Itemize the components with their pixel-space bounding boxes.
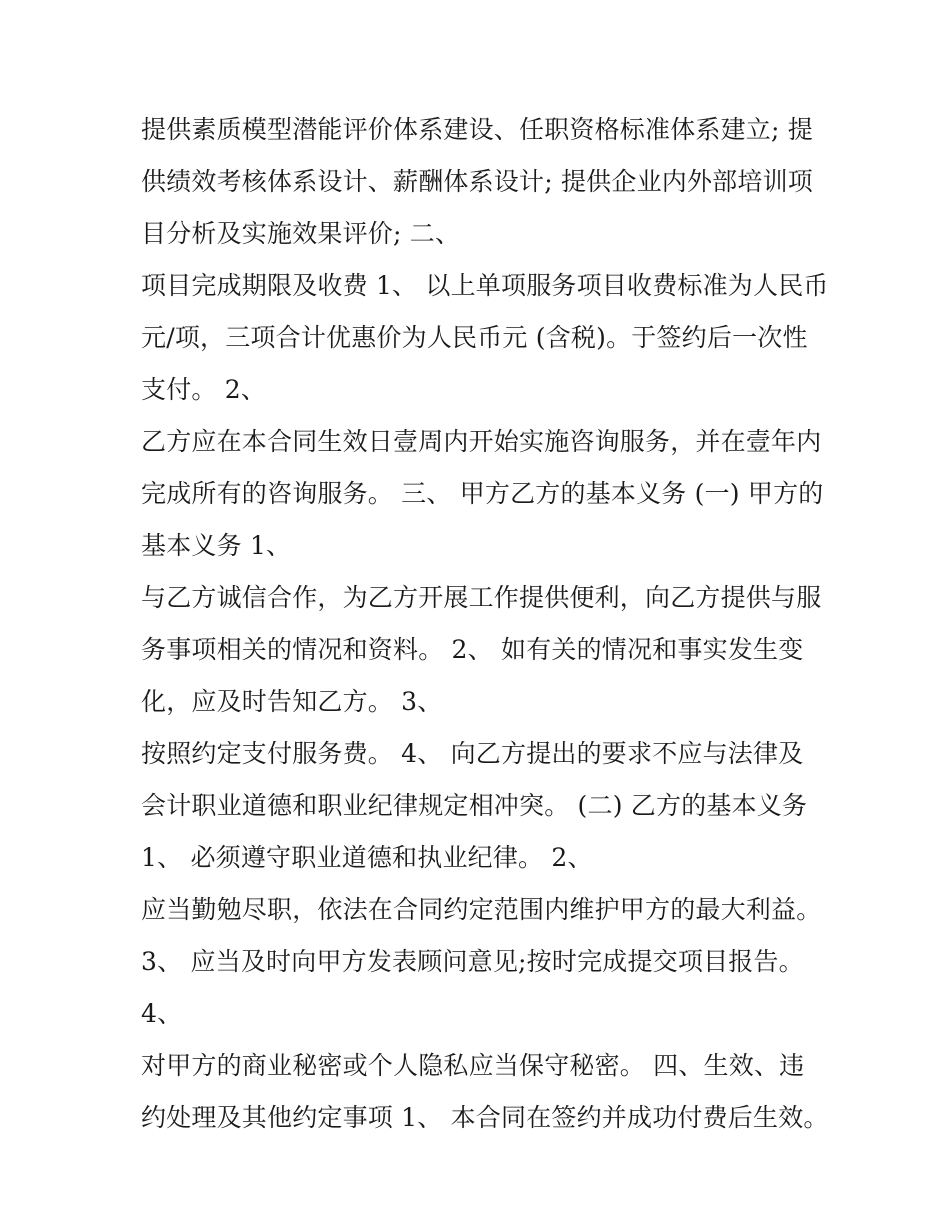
text-line: 约处理及其他约定事项 1、 本合同在签约并成功付费后生效。	[141, 1103, 829, 1132]
text-line: 与乙方诚信合作，为乙方开展工作提供便利，向乙方提供与服	[141, 583, 822, 612]
text-line: 完成所有的咨询服务。 三、 甲方乙方的基本义务 (一) 甲方的	[141, 479, 824, 508]
text-line: 化，应及时告知乙方。 3、	[141, 687, 443, 716]
text-line: 提供素质模型潜能评价体系建设、任职资格标准体系建立; 提	[141, 115, 813, 144]
text-line: 按照约定支付服务费。 4、 向乙方提出的要求不应与法律及	[141, 739, 804, 768]
text-line: 应当勤勉尽职，依法在合同约定范围内维护甲方的最大利益。	[141, 895, 822, 924]
contract-text-body	[141, 104, 829, 1144]
text-line: 元/项，三项合计优惠价为人民币元 (含税)。于签约后一次性	[141, 323, 808, 352]
text-line: 基本义务 1、	[141, 531, 292, 560]
text-line: 供绩效考核体系设计、薪酬体系设计; 提供企业内外部培训项	[141, 167, 813, 196]
text-line: 1、 必须遵守职业道德和执业纪律。 2、	[141, 843, 593, 872]
text-line: 务事项相关的情况和资料。 2、 如有关的情况和事实发生变	[141, 635, 804, 664]
text-line: 项目完成期限及收费 1、 以上单项服务项目收费标准为人民币	[141, 271, 829, 300]
text-line: 会计职业道德和职业纪律规定相冲突。 (二) 乙方的基本义务	[141, 791, 808, 820]
text-line: 4、	[141, 999, 183, 1028]
text-line: 目分析及实施效果评价; 二、	[141, 219, 461, 248]
text-line: 支付。 2、	[141, 375, 267, 404]
text-line: 乙方应在本合同生效日壹周内开始实施咨询服务，并在壹年内	[141, 427, 822, 456]
text-line: 对甲方的商业秘密或个人隐私应当保守秘密。 四、生效、违	[141, 1051, 805, 1080]
text-line: 3、 应当及时向甲方发表顾问意见;按时完成提交项目报告。	[141, 947, 804, 976]
